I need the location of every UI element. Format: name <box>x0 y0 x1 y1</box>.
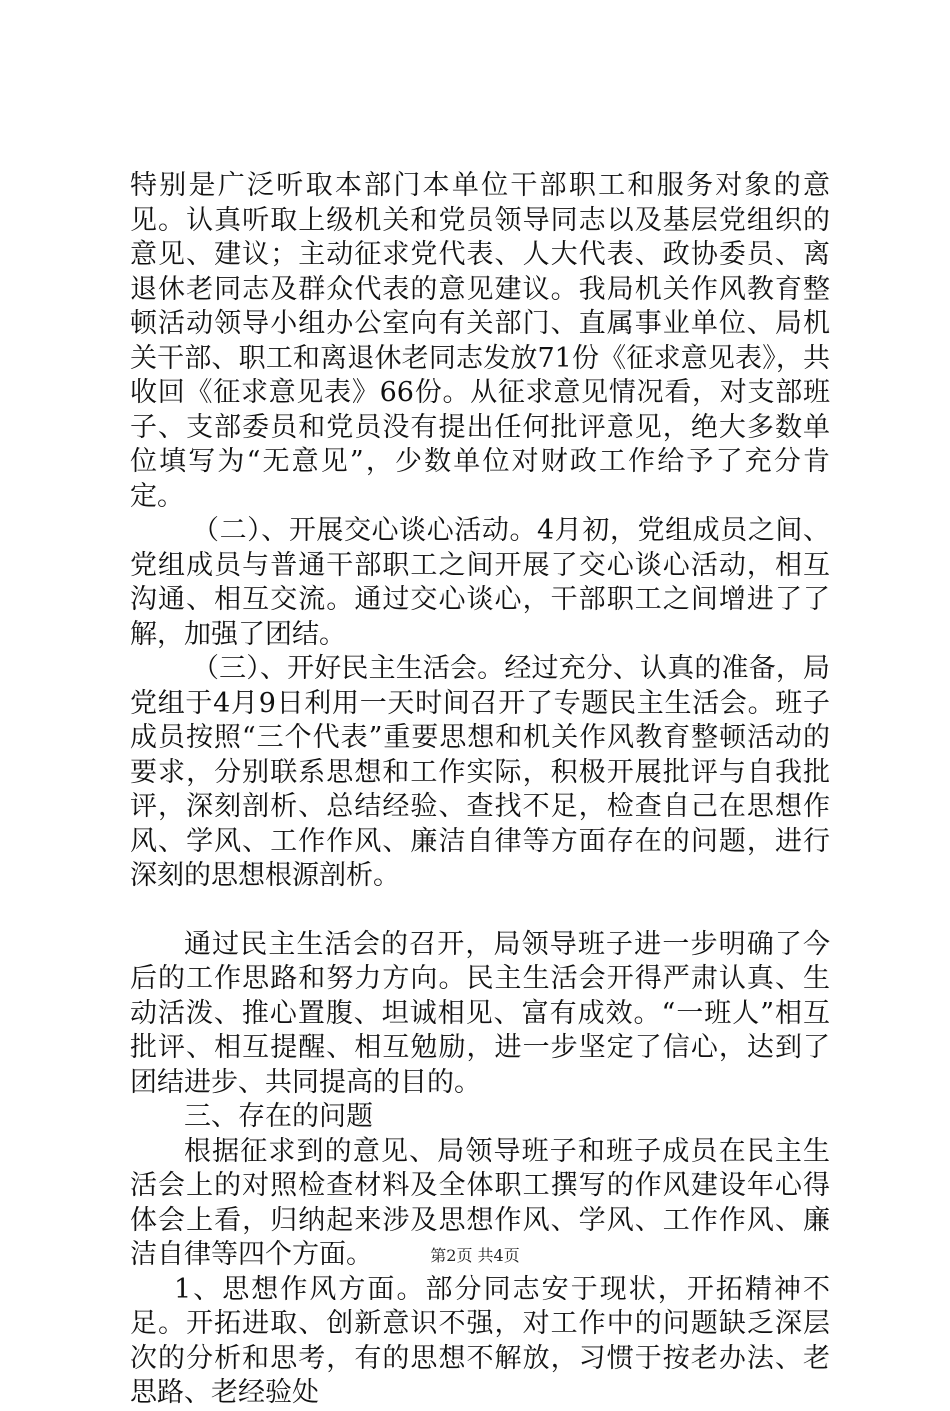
paragraph-thought-style: 1、思想作风方面。部分同志安于现状，开拓精神不足。开拓进取、创新意识不强，对工作中的问题缺乏深层次的分析和思考，有的思想不解放，习惯于按老办法、老思路、老经验处 <box>130 1273 830 1408</box>
section-heading-problems: 三、存在的问题 <box>184 1101 373 1132</box>
paragraph-democratic-meeting: （三）、开好民主生活会。经过充分、认真的准备，局党组于4月9日利用一天时间召开了专题民主生活会。班子成员按照“三个代表”重要思想和机关作风教育整顿活动的要求，分别联系思想和工作实际，积极开展批评与自我批评，深刻剖析、总结经验、查找不足，检查自己在思想作风、学风、工作作风、廉洁自律等方面存在的问题，进行深刻的思想根源剖析。 <box>130 653 830 891</box>
paragraph-opinions: 特别是广泛听取本部门本单位干部职工和服务对象的意见。认真听取上级机关和党员领导同志以及基层党组织的意见、建议；主动征求党代表、人大代表、政协委员、离退休老同志及群众代表的意见建议。我局机关作风教育整顿活动领导小组办公室向有关部门、直属事业单位、局机关干部、职工和离退休老同志发放71份《征求意见表》，共收回《征求意见表》66份。从征求意见情况看，对支部班子、支部委员和党员没有提出任何批评意见，绝大多数单位填写为“无意见”，少数单位对财政工作给予了充分肯定。 <box>130 170 830 512</box>
paragraph-meeting-result: 通过民主生活会的召开，局领导班子进一步明确了今后的工作思路和努力方向。民主生活会开得严肃认真、生动活泼、推心置腹、坦诚相见、富有成效。“一班人”相互批评、相互提醒、相互勉励，进一步坚定了信心，达到了团结进步、共同提高的目的。 <box>130 928 830 1098</box>
paragraph-heart-talk: （二）、开展交心谈心活动。4月初，党组成员之间、党组成员与普通干部职工之间开展了交心谈心活动，相互沟通、相互交流。通过交心谈心，干部职工之间增进了了解，加强了团结。 <box>130 515 830 650</box>
page-footer: 第2页 共4页 <box>430 1246 520 1265</box>
paragraph-problems-summary: 根据征求到的意见、局领导班子和班子成员在民主生活会上的对照检查材料及全体职工撰写的作风建设年心得体会上看，归纳起来涉及思想作风、学风、工作作风、廉洁自律等四个方面。 <box>130 1135 830 1270</box>
document-body <box>130 169 830 1411</box>
